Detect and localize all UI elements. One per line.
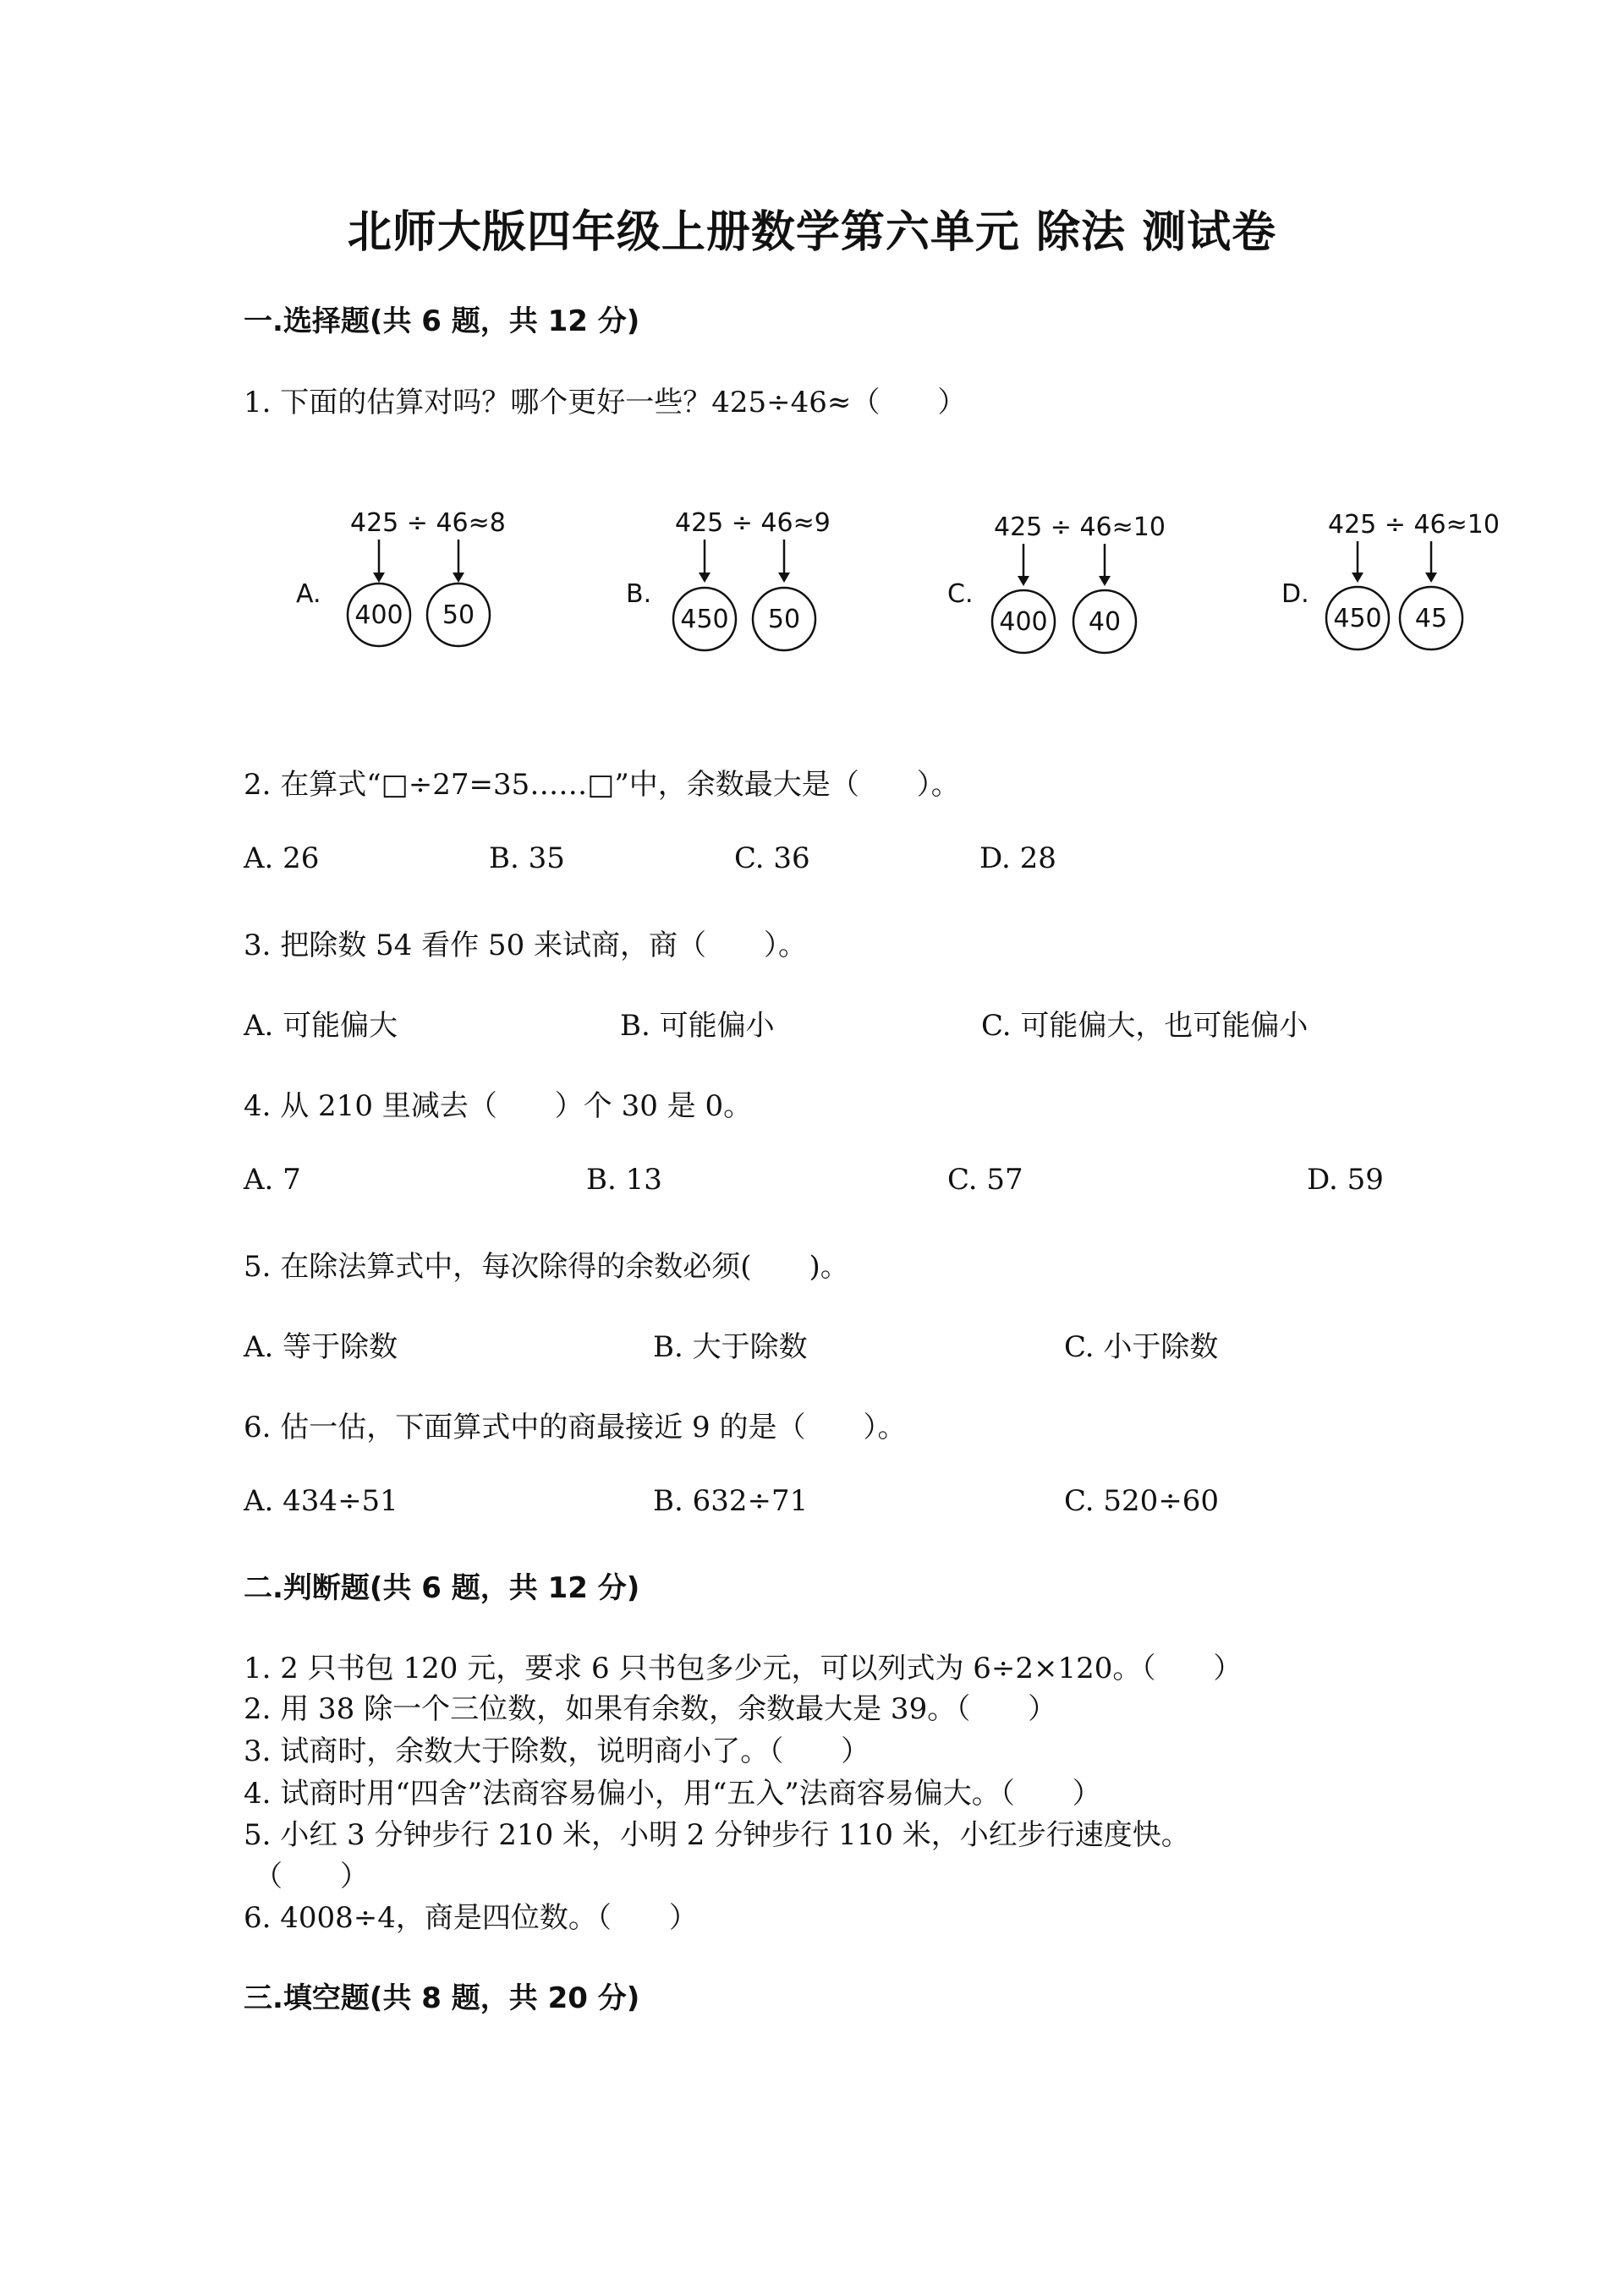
figure-c-expression: 425 ÷ 46≈10 — [994, 512, 1166, 542]
question-2-option-c: C. 36 — [734, 841, 810, 875]
figure-b-divisor-estimate: 50 — [767, 605, 801, 634]
judgment-item-6: 6. 4008÷4，商是四位数。（ ） — [244, 1901, 698, 1935]
section-heading-choice: 一.选择题(共 6 题，共 12 分) — [244, 304, 640, 338]
page-title: 北师大版四年级上册数学第六单元 除法 测试卷 — [347, 207, 1277, 258]
question-4-option-c: C. 57 — [947, 1163, 1023, 1197]
estimation-figures — [279, 495, 1531, 672]
question-6-option-a: A. 434÷51 — [244, 1484, 398, 1518]
question-5-option-b: B. 大于除数 — [653, 1330, 808, 1364]
question-3-text: 3. 把除数 54 看作 50 来试商，商（ ）。 — [244, 929, 808, 962]
figure-d-expression: 425 ÷ 46≈10 — [1328, 510, 1500, 540]
question-2-option-b: B. 35 — [489, 841, 565, 875]
question-2-option-a: A. 26 — [244, 841, 320, 875]
judgment-item-5: 5. 小红 3 分钟步行 210 米，小明 2 分钟步行 110 米，小红步行速度快。 — [244, 1818, 1190, 1852]
figure-d-label: D. — [1281, 579, 1309, 609]
question-6-option-c: C. 520÷60 — [1064, 1484, 1220, 1518]
judgment-item-1: 1. 2 只书包 120 元，要求 6 只书包多少元，可以列式为 6÷2×120。（ ） — [244, 1652, 1243, 1685]
judgment-item-3: 3. 试商时，余数大于除数，说明商小了。（ ） — [244, 1734, 870, 1768]
question-5-option-c: C. 小于除数 — [1064, 1330, 1219, 1364]
figure-a-dividend-estimate: 400 — [354, 600, 403, 630]
question-4-option-a: A. 7 — [244, 1163, 301, 1197]
judgment-item-2: 2. 用 38 除一个三位数，如果有余数，余数最大是 39。（ ） — [244, 1692, 1057, 1726]
question-3-option-c: C. 可能偏大，也可能偏小 — [981, 1009, 1309, 1043]
figure-option-c — [947, 512, 1166, 653]
section-heading-fill-blank: 三.填空题(共 8 题，共 20 分) — [244, 1981, 640, 2015]
figure-option-d — [1281, 510, 1500, 649]
figure-d-dividend-estimate: 450 — [1333, 604, 1382, 633]
figure-a-label: A. — [296, 579, 321, 609]
figure-c-dividend-estimate: 400 — [999, 607, 1048, 637]
question-5-text: 5. 在除法算式中，每次除得的余数必须( )。 — [244, 1250, 849, 1284]
figure-a-expression: 425 ÷ 46≈8 — [350, 508, 506, 538]
question-6-option-b: B. 632÷71 — [653, 1484, 809, 1518]
figure-option-a — [296, 508, 506, 646]
figure-b-expression: 425 ÷ 46≈9 — [675, 508, 831, 538]
figure-c-label: C. — [947, 579, 974, 609]
question-2-text: 2. 在算式“□÷27=35……□”中，余数最大是（ ）。 — [244, 768, 960, 802]
figure-c-divisor-estimate: 40 — [1088, 607, 1122, 637]
figure-a-divisor-estimate: 50 — [442, 600, 475, 630]
question-3-option-a: A. 可能偏大 — [244, 1009, 398, 1043]
figure-d-divisor-estimate: 45 — [1414, 604, 1448, 633]
judgment-item-4: 4. 试商时用“四舍”法商容易偏小，用“五入”法商容易偏大。（ ） — [244, 1777, 1101, 1811]
question-2-option-d: D. 28 — [979, 841, 1056, 875]
question-4-text: 4. 从 210 里减去（ ）个 30 是 0。 — [244, 1089, 753, 1123]
question-5-option-a: A. 等于除数 — [244, 1330, 398, 1364]
question-4-option-d: D. 59 — [1307, 1163, 1384, 1197]
question-3-option-b: B. 可能偏小 — [620, 1009, 775, 1043]
figure-option-b — [626, 508, 831, 650]
question-4-option-b: B. 13 — [586, 1163, 662, 1197]
question-6-text: 6. 估一估，下面算式中的商最接近 9 的是（ ）。 — [244, 1411, 907, 1444]
judgment-item-5-answer: （ ） — [254, 1860, 369, 1893]
section-heading-true-false: 二.判断题(共 6 题，共 12 分) — [244, 1571, 640, 1605]
question-1-text: 1. 下面的估算对吗？哪个更好一些？425÷46≈（ ） — [244, 386, 967, 419]
figure-b-label: B. — [626, 579, 652, 609]
figure-b-dividend-estimate: 450 — [680, 605, 729, 634]
